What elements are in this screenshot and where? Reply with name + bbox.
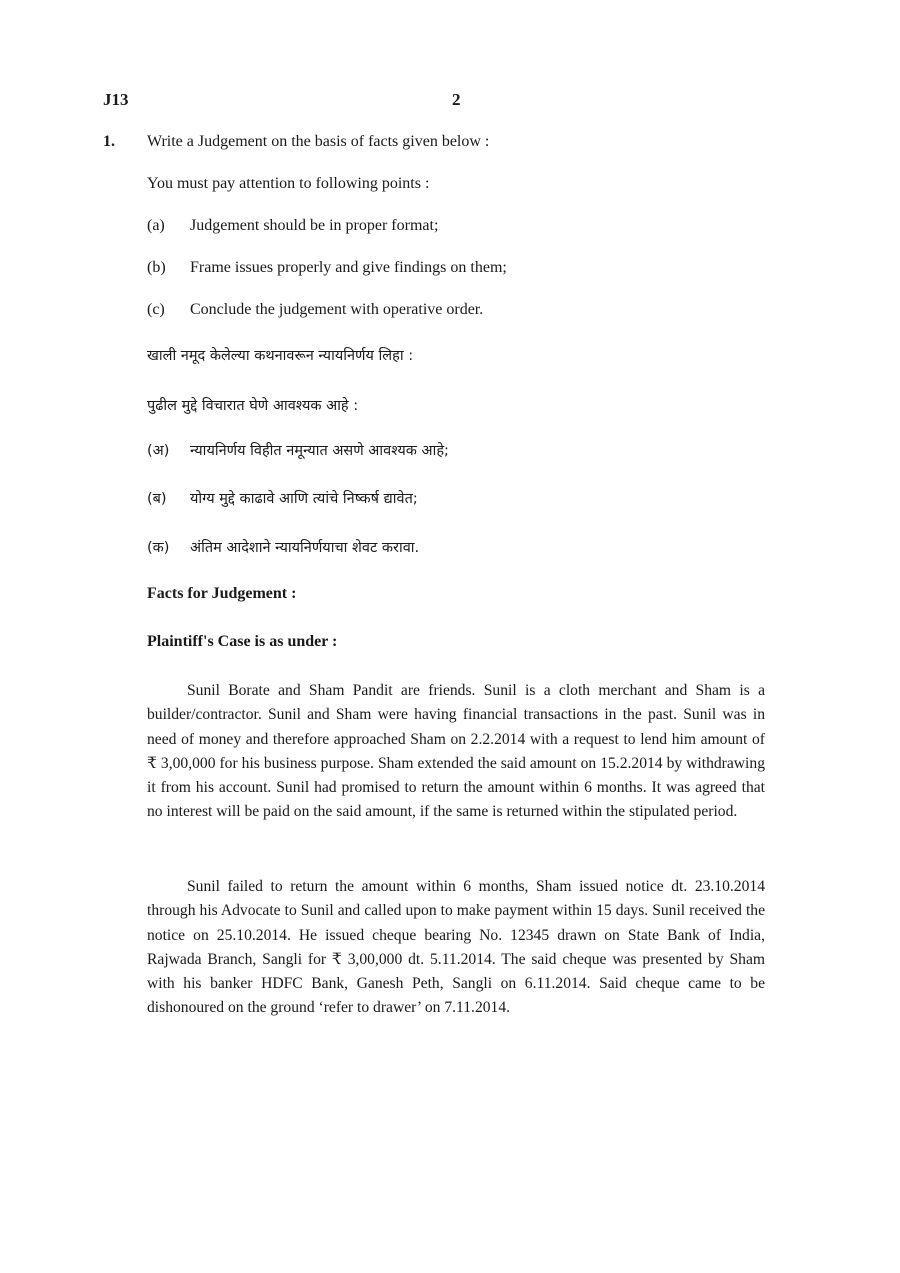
facts-heading: Facts for Judgement : [147, 585, 297, 602]
marathi-point-marker: (अ) [147, 443, 170, 459]
facts-paragraph: Sunil failed to return the amount within 6 months, Sham issued notice dt. 23.10.2014 through his Advocate to Sunil and called upon to make payment within 15 days. Sunil received the notice on 25.10.2014. He issued cheque bearing No. 12345 drawn on State Bank of India, Rajwada Branch, Sangli for ₹ 3,00,000 dt. 5.11.2014. The said cheque was presented by Sham with his banker HDFC Bank, Ganesh Peth, Sangli on 6.11.2014. Said cheque came to be dishonoured on the ground ‘refer to drawer’ on 7.11.2014. [147, 878, 765, 1017]
marathi-point-text: अंतिम आदेशाने न्यायनिर्णयाचा शेवट करावा. [190, 540, 420, 556]
point-text: Judgement should be in proper format; [190, 217, 439, 234]
marathi-point-marker: (ब) [147, 491, 167, 507]
marathi-point-text: न्यायनिर्णय विहीत नमून्यात असणे आवश्यक आहे; [190, 443, 449, 459]
marathi-point-marker: (क) [147, 540, 170, 556]
marathi-attention: पुढील मुद्दे विचारात घेणे आवश्यक आहे : [147, 398, 359, 414]
plaintiff-case-heading: Plaintiff's Case is as under : [147, 633, 338, 650]
marathi-instruction: खाली नमूद केलेल्या कथनावरून न्यायनिर्णय लिहा : [147, 348, 414, 364]
question-instruction: Write a Judgement on the basis of facts given below : [147, 133, 490, 150]
marathi-point-text: योग्य मुद्दे काढावे आणि त्यांचे निष्कर्ष द्यावेत; [190, 491, 418, 507]
page-number: 2 [452, 90, 461, 109]
point-marker: (a) [147, 217, 165, 234]
facts-paragraph: Sunil Borate and Sham Pandit are friends. Sunil is a cloth merchant and Sham is a builder/contractor. Sunil and Sham were having financial transactions in the past. Sunil was in need of money and therefore approached Sham on 2.2.2014 with a request to lend him amount of ₹ 3,00,000 for his business purpose. Sham extended the said amount on 15.2.2014 by withdrawing it from his account. Sunil had promised to return the amount within 6 months. It was agreed that no interest will be paid on the said amount, if the same is returned within the stipulated period. [147, 682, 765, 821]
point-text: Conclude the judgement with operative order. [190, 301, 484, 318]
point-marker: (c) [147, 301, 165, 318]
point-marker: (b) [147, 259, 166, 276]
attention-line: You must pay attention to following points : [147, 175, 430, 192]
question-number: 1. [103, 133, 115, 150]
paper-code: J13 [103, 90, 129, 109]
point-text: Frame issues properly and give findings on them; [190, 259, 507, 276]
